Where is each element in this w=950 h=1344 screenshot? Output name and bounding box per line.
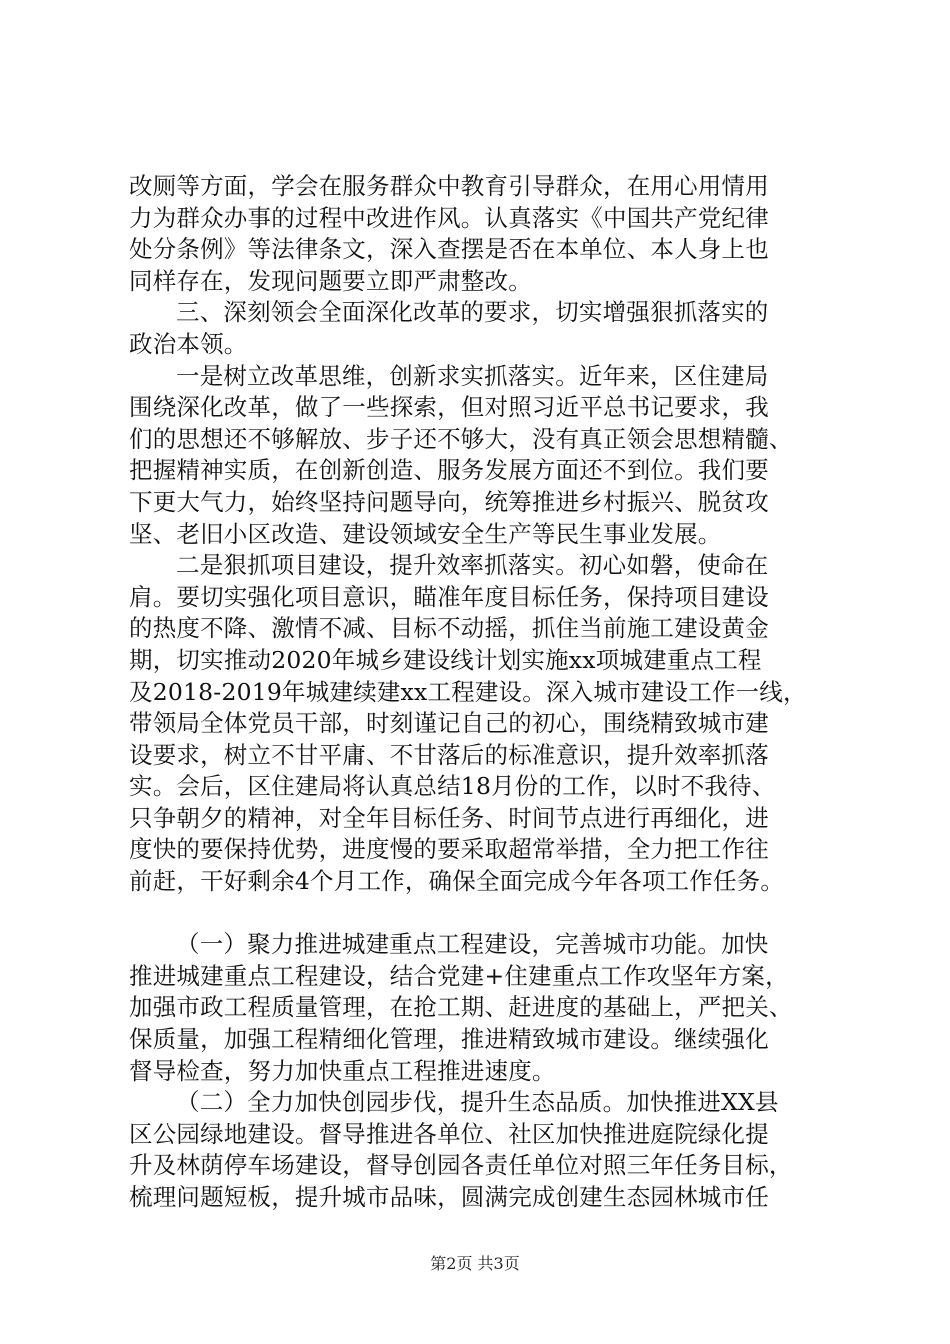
text-line: 带领局全体党员干部，时刻谨记自己的初心，围绕精致城市建 — [129, 709, 769, 738]
text-line: 设要求，树立不甘平庸、不甘落后的标准意识，提升效率抓落 — [129, 740, 769, 769]
text-line: 区公园绿地建设。督导推进各单位、社区加快推进庭院绿化提 — [129, 1119, 769, 1148]
text-line: 推进城建重点工程建设，结合党建+住建重点工作攻坚年方案， — [129, 961, 789, 990]
text-line: 保质量，加强工程精细化管理，推进精致城市建设。继续强化 — [129, 1025, 769, 1054]
text-line: 下更大气力，始终坚持问题导向，统筹推进乡村振兴、脱贫攻 — [129, 487, 769, 516]
text-line: 及2018-2019年城建续建xx工程建设。深入城市建设工作一线， — [129, 677, 807, 706]
text-line: 们的思想还不够解放、步子还不够大，没有真正领会思想精髓、 — [129, 424, 793, 453]
text-line: 肩。要切实强化项目意识，瞄准年度目标任务，保持项目建设 — [129, 582, 769, 611]
text-line: 升及林荫停车场建设，督导创园各责任单位对照三年任务目标， — [129, 1151, 793, 1180]
text-line: 期，切实推动2020年城乡建设线计划实施xx项城建重点工程 — [129, 645, 762, 674]
text-line: 只争朝夕的精神，对全年目标任务、时间节点进行再细化，进 — [129, 803, 769, 832]
page-number: 第2页 共3页 — [430, 1254, 520, 1273]
document-body — [129, 171, 849, 1214]
text-line: （一）聚力推进城建重点工程建设，完善城市功能。加快 — [176, 930, 769, 959]
text-line: 加强市政工程质量管理，在抢工期、赶进度的基础上，严把关、 — [129, 993, 793, 1022]
text-line: 梳理问题短板，提升城市品味，圆满完成创建生态园林城市任 — [129, 1183, 769, 1211]
text-line: 度快的要保持优势，进度慢的要采取超常举措，全力把工作往 — [129, 835, 769, 864]
section-heading-line: 三、深刻领会全面深化改革的要求，切实增强狠抓落实的 — [176, 298, 769, 327]
text-line: 实。会后，区住建局将认真总结18月份的工作，以时不我待、 — [129, 772, 776, 801]
text-line: 一是树立改革思维，创新求实抓落实。近年来，区住建局 — [176, 361, 769, 390]
text-line: 坚、老旧小区改造、建设领域安全生产等民生事业发展。 — [129, 519, 722, 548]
text-line: （二）全力加快创园步伐，提升生态品质。加快推进XX县 — [176, 1088, 779, 1117]
text-line: 前赶，干好剩余4个月工作，确保全面完成今年各项工作任务。 — [129, 867, 785, 896]
text-line: 围绕深化改革，做了一些探索，但对照习近平总书记要求，我 — [129, 393, 769, 422]
text-line: 处分条例》等法律条文，深入查摆是否在本单位、本人身上也 — [129, 235, 769, 264]
text-line: 督导检查，努力加快重点工程推进速度。 — [129, 1056, 556, 1085]
text-line: 的热度不降、激情不减、目标不动摇，抓住当前施工建设黄金 — [129, 614, 769, 643]
text-line: 同样存在，发现问题要立即严肃整改。 — [129, 266, 532, 295]
section-heading-line: 政治本领。 — [129, 329, 248, 358]
text-line: 改厕等方面，学会在服务群众中教育引导群众，在用心用情用 — [129, 172, 769, 200]
text-line: 二是狠抓项目建设，提升效率抓落实。初心如磐，使命在 — [176, 551, 769, 580]
text-line: 把握精神实质，在创新创造、服务发展方面还不到位。我们要 — [129, 456, 769, 485]
blank-line — [129, 898, 849, 930]
text-line: 力为群众办事的过程中改进作风。认真落实《中国共产党纪律 — [129, 203, 769, 232]
